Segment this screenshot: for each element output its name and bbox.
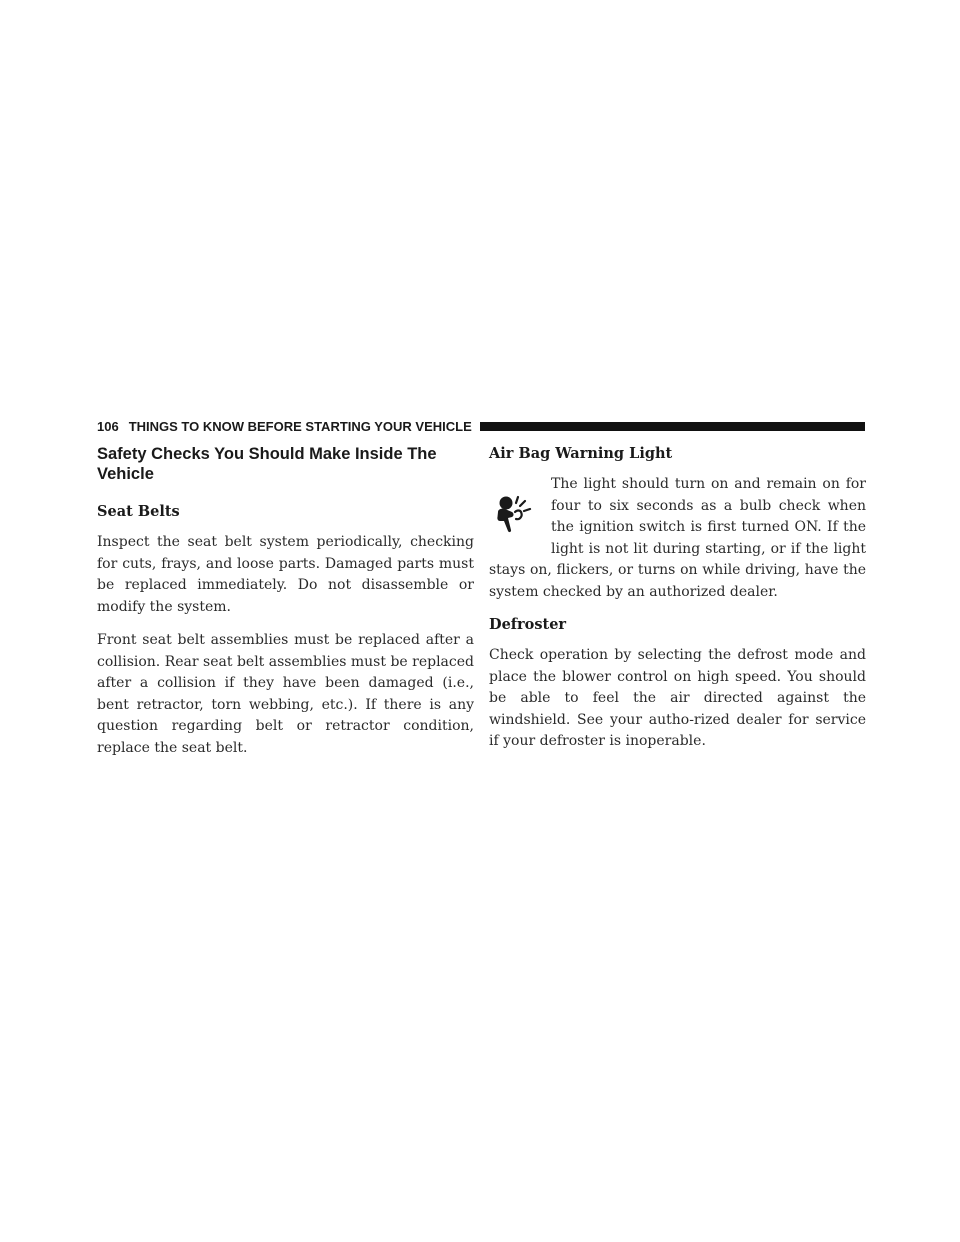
- defroster-paragraph: Check operation by selecting the defrost mode and place the blower control on high speed. You should be able to feel the air directed against the windshield. See your autho-rized dealer for service if your defroster is inoperable.: [489, 647, 866, 749]
- airbag-warning-icon: [489, 490, 539, 540]
- seat-belts-paragraph-1: Inspect the seat belt system periodically, checking for cuts, frays, and loose parts. Damaged parts must be replaced immediately. Do not disassemble or modify the system.: [97, 534, 474, 615]
- air-bag-heading: Air Bag Warning Light: [489, 445, 673, 462]
- page-header: [97, 420, 865, 432]
- seat-belts-paragraph-2: Front seat belt assemblies must be replaced after a collision. Rear seat belt assemblies must be replaced after a collision if they have been damaged (i.e., bent retractor, torn webbing, etc.). If there is any question regarding belt or retractor condition, replace the seat belt.: [97, 632, 474, 756]
- right-column: [489, 440, 866, 765]
- left-column: [97, 440, 474, 771]
- section-title: Safety Checks You Should Make Inside The Vehicle: [97, 445, 437, 483]
- defroster-heading: Defroster: [489, 616, 567, 633]
- running-head: THINGS TO KNOW BEFORE STARTING YOUR VEHICLE: [128, 418, 472, 434]
- page-number: 106: [97, 418, 119, 434]
- header-rule: [480, 422, 865, 431]
- seat-belts-heading: Seat Belts: [97, 503, 180, 520]
- air-bag-paragraph: The light should turn on and remain on for four to six seconds as a bulb check when the ignition switch is first turned ON. If the light is not lit during starting, or if the light stays on, flickers, or turns on while driving, have the system checked by an authorized dealer.: [489, 476, 866, 600]
- air-bag-block: [489, 474, 866, 603]
